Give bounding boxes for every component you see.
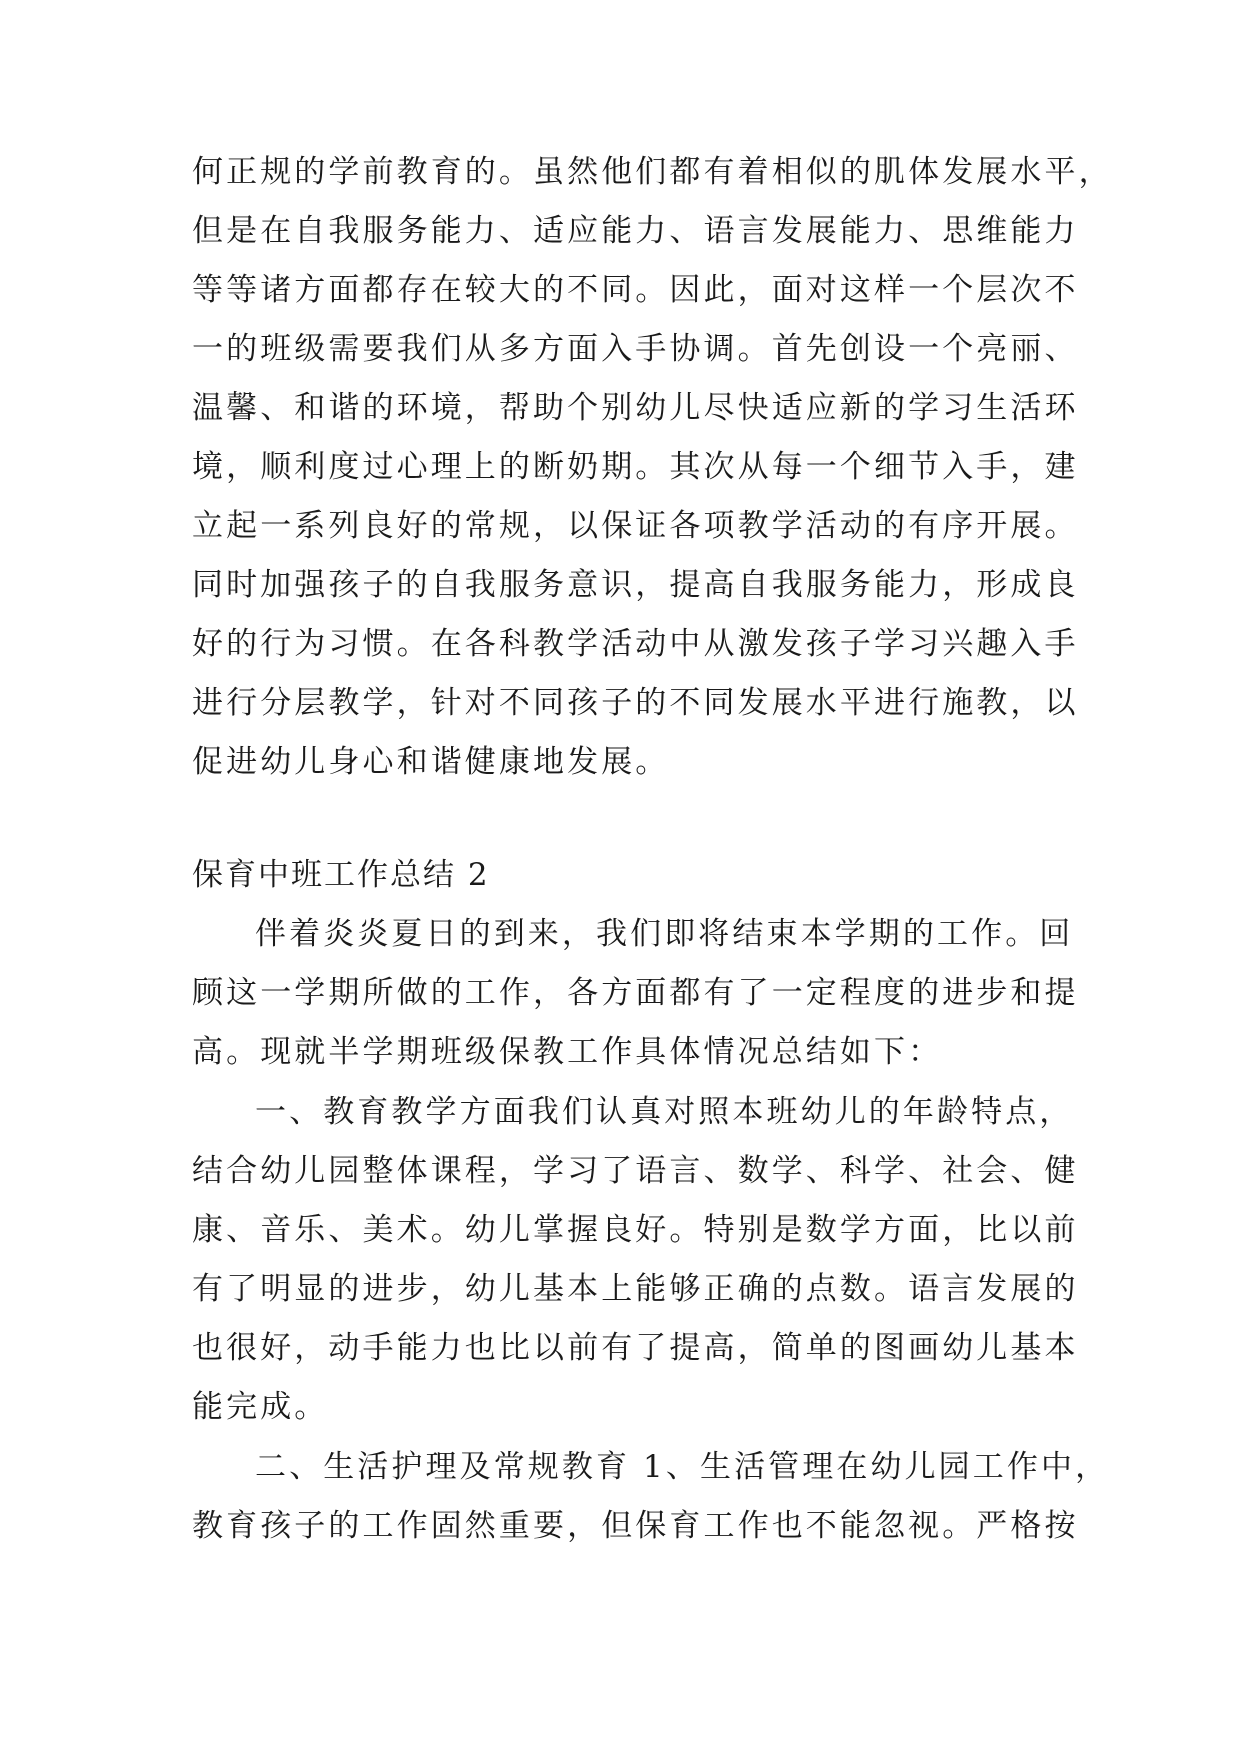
paragraph-1-line-6: 境，顺利度过心理上的断奶期。其次从每一个细节入手，建 <box>192 449 1079 485</box>
paragraph-3-line-1: 一、教育教学方面我们认真对照本班幼儿的年龄特点， <box>255 1094 1074 1130</box>
paragraph-1-line-5: 温馨、和谐的环境，帮助个别幼儿尽快适应新的学习生活环 <box>192 390 1079 426</box>
paragraph-2-line-3: 高。现就半学期班级保教工作具体情况总结如下： <box>192 1034 943 1070</box>
paragraph-2-line-1: 伴着炎炎夏日的到来，我们即将结束本学期的工作。回 <box>255 916 1074 952</box>
paragraph-1-line-4: 一的班级需要我们从多方面入手协调。首先创设一个亮丽、 <box>192 331 1079 367</box>
paragraph-4-line-1: 二、生活护理及常规教育 1、生活管理在幼儿园工作中， <box>255 1449 1110 1485</box>
paragraph-1-line-2: 但是在自我服务能力、适应能力、语言发展能力、思维能力 <box>192 213 1079 249</box>
paragraph-4-line-2: 教育孩子的工作固然重要，但保育工作也不能忽视。严格按 <box>192 1508 1079 1544</box>
paragraph-3-line-5: 也很好，动手能力也比以前有了提高，简单的图画幼儿基本 <box>192 1330 1079 1366</box>
paragraph-1-line-8: 同时加强孩子的自我服务意识，提高自我服务能力，形成良 <box>192 567 1079 603</box>
paragraph-3-line-6: 能完成。 <box>192 1389 329 1425</box>
paragraph-1-line-7: 立起一系列良好的常规，以保证各项教学活动的有序开展。 <box>192 508 1079 544</box>
paragraph-1-line-1: 何正规的学前教育的。虽然他们都有着相似的肌体发展水平， <box>192 154 1113 190</box>
paragraph-3-line-4: 有了明显的进步，幼儿基本上能够正确的点数。语言发展的 <box>192 1271 1079 1307</box>
paragraph-1-line-9: 好的行为习惯。在各科教学活动中从激发孩子学习兴趣入手 <box>192 626 1079 662</box>
paragraph-3-line-2: 结合幼儿园整体课程，学习了语言、数学、科学、社会、健 <box>192 1153 1079 1189</box>
paragraph-1-line-11: 促进幼儿身心和谐健康地发展。 <box>192 744 670 780</box>
paragraph-3-line-3: 康、音乐、美术。幼儿掌握良好。特别是数学方面，比以前 <box>192 1212 1079 1248</box>
paragraph-2-line-2: 顾这一学期所做的工作，各方面都有了一定程度的进步和提 <box>192 975 1079 1011</box>
paragraph-1-line-3: 等等诸方面都存在较大的不同。因此，面对这样一个层次不 <box>192 272 1079 308</box>
paragraph-1-line-10: 进行分层教学，针对不同孩子的不同发展水平进行施教，以 <box>192 685 1079 721</box>
section-title: 保育中班工作总结 2 <box>192 857 490 893</box>
